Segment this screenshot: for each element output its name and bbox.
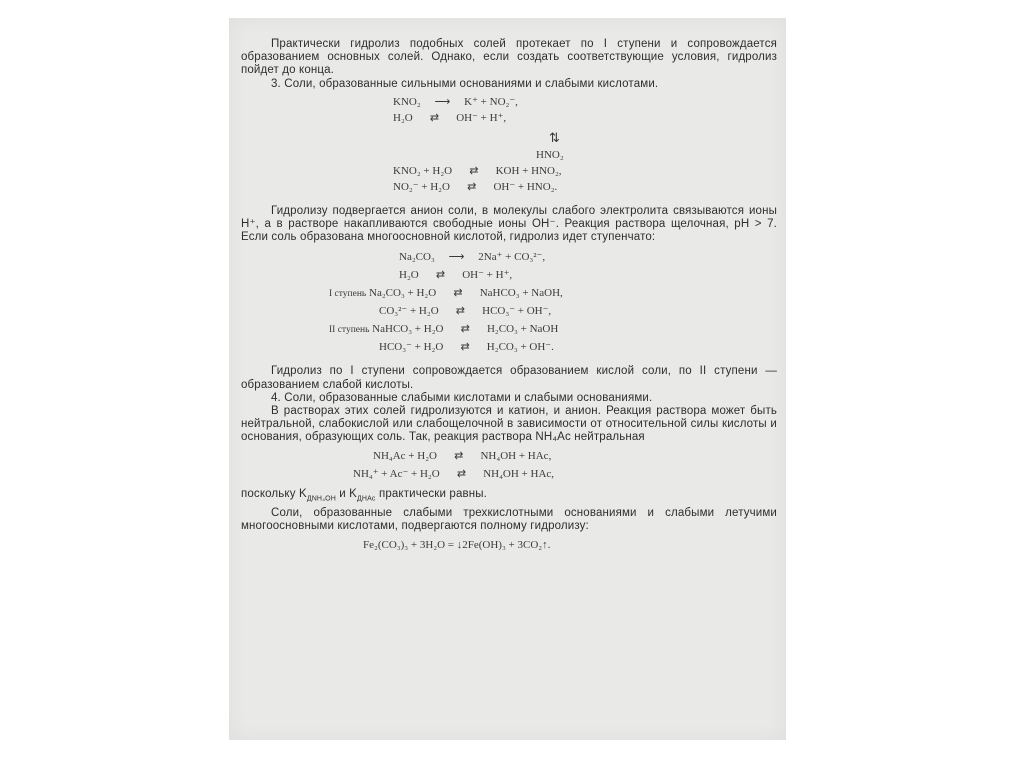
paragraph-steps-summary: Гидролиз по I ступени сопровождается образованием кислой соли, по II ступени — образованием слабой кислоты. (241, 365, 777, 391)
equation-fe2co3: Fe₂(CO₃)₃ + 3H₂O = ↓2Fe(OH)₃ + 3CO₂↑. (363, 539, 551, 552)
equation: KNO₂ + H₂O ⇄ KOH + HNO₂, (393, 164, 562, 177)
equation-block-na2co3 (241, 250, 777, 353)
equation: H₂O ⇄ OH⁻ + H⁺, (399, 269, 513, 282)
paragraph-intro: Практически гидролиз подобных солей протекает по I ступени и сопровождается образованием основных солей. Однако, если создать соответствующие условия, гидролиз пойдет до конца. (241, 38, 777, 77)
paragraph-full-hydrolysis: Соли, образованные слабыми трехкислотными основаниями и слабыми летучими многоосновными кислотами, подвергаются полному гидролизу: (241, 506, 777, 533)
paragraph-anion-hydrolysis: Гидролизу подвергается анион соли, в молекулы слабого электролита связываются ионы H⁺, а в растворе накапливаются свободные ионы OH⁻. Реакция раствора щелочная, pH > 7. Если соль образована многоосновной кислотой, гидролиз идет ступенчато: (241, 204, 777, 244)
equation: NO₂⁻ + H₂O ⇄ OH⁻ + HNO₂. (393, 180, 558, 193)
paragraph-dissociation-constants: поскольку $K_{ДNH_4OH}$ и $K_{ДHAc}$ практически равны. (241, 487, 488, 502)
equation: HNO₂ (536, 148, 564, 161)
equation: CO₃²⁻ + H₂O ⇄ HCO₃⁻ + OH⁻, (379, 305, 552, 318)
equation: NH₄Ac + H₂O ⇄ NH₄OH + HAc, (373, 449, 552, 462)
equation: KNO₂ ⟶ K⁺ + NO₂⁻, (393, 95, 518, 108)
equation: Na₂CO₃ ⟶ 2Na⁺ + CO₃²⁻, (399, 251, 546, 264)
paragraph-cation-anion: В растворах этих солей гидролизуются и катион, и анион. Реакция раствора может быть нейтральной, слабокислой или слабощелочной в зависимости от относительной силы кислоты и основания, образующих соль. Так, реакция раствора NH₄Ac нейтральная (241, 405, 777, 444)
equation-block-nh4ac (241, 449, 777, 480)
document-page (229, 18, 786, 740)
paragraph-section-3: 3. Соли, образованные сильными основаниями и слабыми кислотами. (271, 77, 659, 90)
page-content (241, 38, 777, 551)
equation: I ступень Na₂CO₃ + H₂O ⇄ NaHCO₃ + NaOH, (329, 287, 563, 300)
equation: II ступень NaHCO₃ + H₂O ⇄ H₂CO₃ + NaOH (329, 323, 559, 336)
vertical-equilibrium-arrow: ⇅ (549, 129, 560, 145)
paragraph-section-4: 4. Соли, образованные слабыми кислотами и слабыми основаниями. (271, 391, 653, 404)
equation: H₂O ⇄ OH⁻ + H⁺, (393, 111, 507, 124)
equation-block-kno2 (241, 95, 777, 193)
equation: NH₄⁺ + Ac⁻ + H₂O ⇄ NH₄OH + HAc, (353, 467, 555, 480)
equation: HCO₃⁻ + H₂O ⇄ H₂CO₃ + OH⁻. (379, 341, 554, 354)
